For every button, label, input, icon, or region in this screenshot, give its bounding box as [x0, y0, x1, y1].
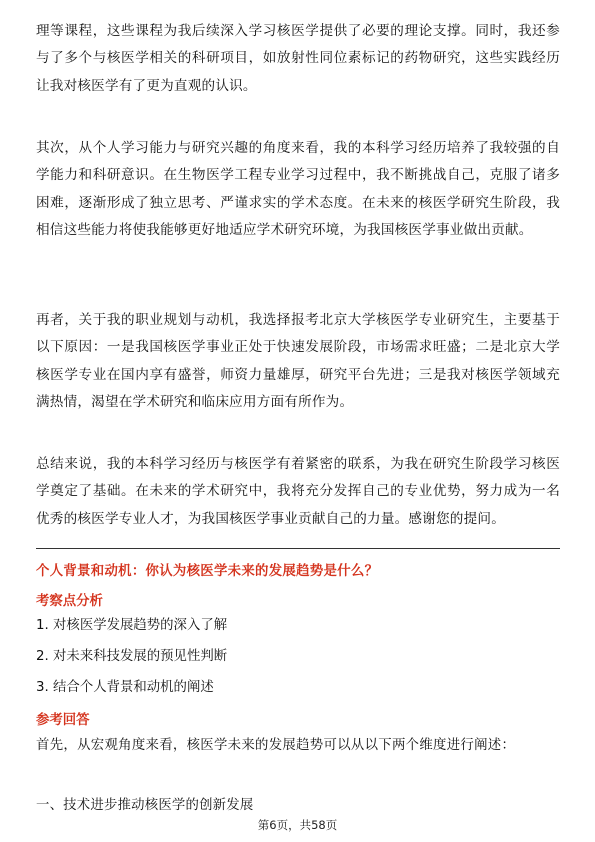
answer-intro: 首先，从宏观角度来看，核医学未来的发展趋势可以从以下两个维度进行阐述：: [36, 738, 516, 753]
analysis-point: 2. 对未来科技发展的预见性判断: [36, 649, 228, 664]
analysis-heading: 考察点分析: [36, 594, 103, 609]
section-divider: [36, 548, 560, 549]
answer-subheading: 一、技术进步推动核医学的创新发展: [36, 798, 254, 813]
question-title: 个人背景和动机：你认为核医学未来的发展趋势是什么？: [36, 564, 379, 579]
answer-heading: 参考回答: [36, 713, 90, 728]
analysis-point: 1. 对核医学发展趋势的深入了解: [36, 618, 228, 633]
page-footer: 第6页，共58页: [257, 818, 338, 832]
analysis-point: 3. 结合个人背景和动机的阐述: [36, 680, 214, 695]
paragraph-summary: 总结来说，我的本科学习经历与核医学有着紧密的联系，为我在研究生阶段学习核医学奠定了基础。在未来的学术研究中，我将充分发挥自己的专业优势，努力成为一名优秀的核医学专业人才，为我国核医学事业贡献自己的力量。感谢您的提问。: [36, 456, 560, 527]
paragraph-learning-ability: 其次，从个人学习能力与研究兴趣的角度来看，我的本科学习经历培养了我较强的自学能力和科研意识。在生物医学工程专业学习过程中，我不断挑战自己，克服了诸多困难，逐渐形成了独立思考、严谨求实的学术态度。在未来的核医学研究生阶段，我相信这些能力将使我能够更好地适应学术研究环境，为我国核医学事业做出贡献。: [36, 140, 560, 239]
paragraph-career-motivation: 再者，关于我的职业规划与动机，我选择报考北京大学核医学专业研究生，主要基于以下原因：一是我国核医学事业正处于快速发展阶段，市场需求旺盛；二是北京大学核医学专业在国内享有盛誉，师资力量雄厚，研究平台先进；三是我对核医学领域充满热情，渴望在学术研究和临床应用方面有所作为。: [36, 312, 560, 411]
paragraph-course-background: 理等课程，这些课程为我后续深入学习核医学提供了必要的理论支撑。同时，我还参与了多个与核医学相关的科研项目，如放射性同位素标记的药物研究，这些实践经历让我对核医学有了更为直观的认识。: [36, 23, 560, 94]
